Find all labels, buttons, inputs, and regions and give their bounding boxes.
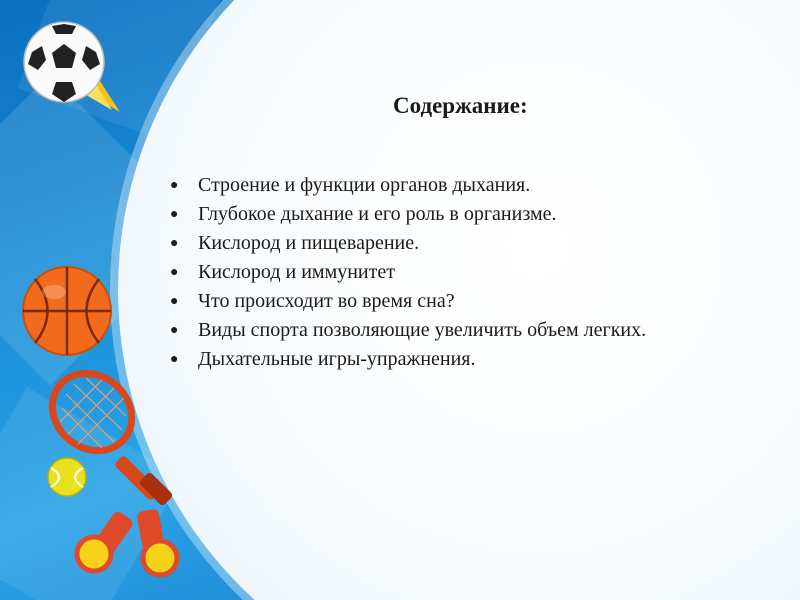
list-item-text: Глубокое дыхание и его роль в организме. bbox=[198, 203, 557, 225]
list-item-text: Строение и функции органов дыхания. bbox=[198, 174, 531, 196]
list-item bbox=[160, 200, 720, 229]
tennis-ball-icon bbox=[46, 456, 88, 498]
list-item bbox=[160, 258, 720, 287]
bullet-icon: ● bbox=[170, 265, 179, 280]
list-item-text: Кислород и пищеварение. bbox=[198, 232, 420, 254]
list-item bbox=[160, 229, 720, 258]
contents-list bbox=[160, 171, 720, 374]
bullet-icon: ● bbox=[170, 236, 179, 251]
bullet-icon: ● bbox=[170, 323, 179, 338]
slide-title: Содержание: bbox=[393, 93, 528, 118]
basketball-icon bbox=[20, 264, 114, 358]
list-item-text: Кислород и иммунитет bbox=[198, 261, 395, 283]
bullet-icon: ● bbox=[170, 294, 179, 309]
list-item-text: Виды спорта позволяющие увеличить объем легких. bbox=[198, 319, 647, 341]
list-item bbox=[160, 345, 720, 374]
list-item-text: Дыхательные игры-упражнения. bbox=[198, 348, 476, 370]
bullet-icon: ● bbox=[170, 207, 179, 222]
list-item bbox=[160, 171, 720, 200]
bullet-icon: ● bbox=[170, 178, 179, 193]
list-item-text: Что происходит во время сна? bbox=[198, 290, 455, 312]
list-item bbox=[160, 316, 720, 345]
dumbbell-icon bbox=[72, 502, 190, 584]
bullet-icon: ● bbox=[170, 352, 179, 367]
soccer-ball-icon bbox=[12, 14, 122, 124]
list-item bbox=[160, 287, 720, 316]
